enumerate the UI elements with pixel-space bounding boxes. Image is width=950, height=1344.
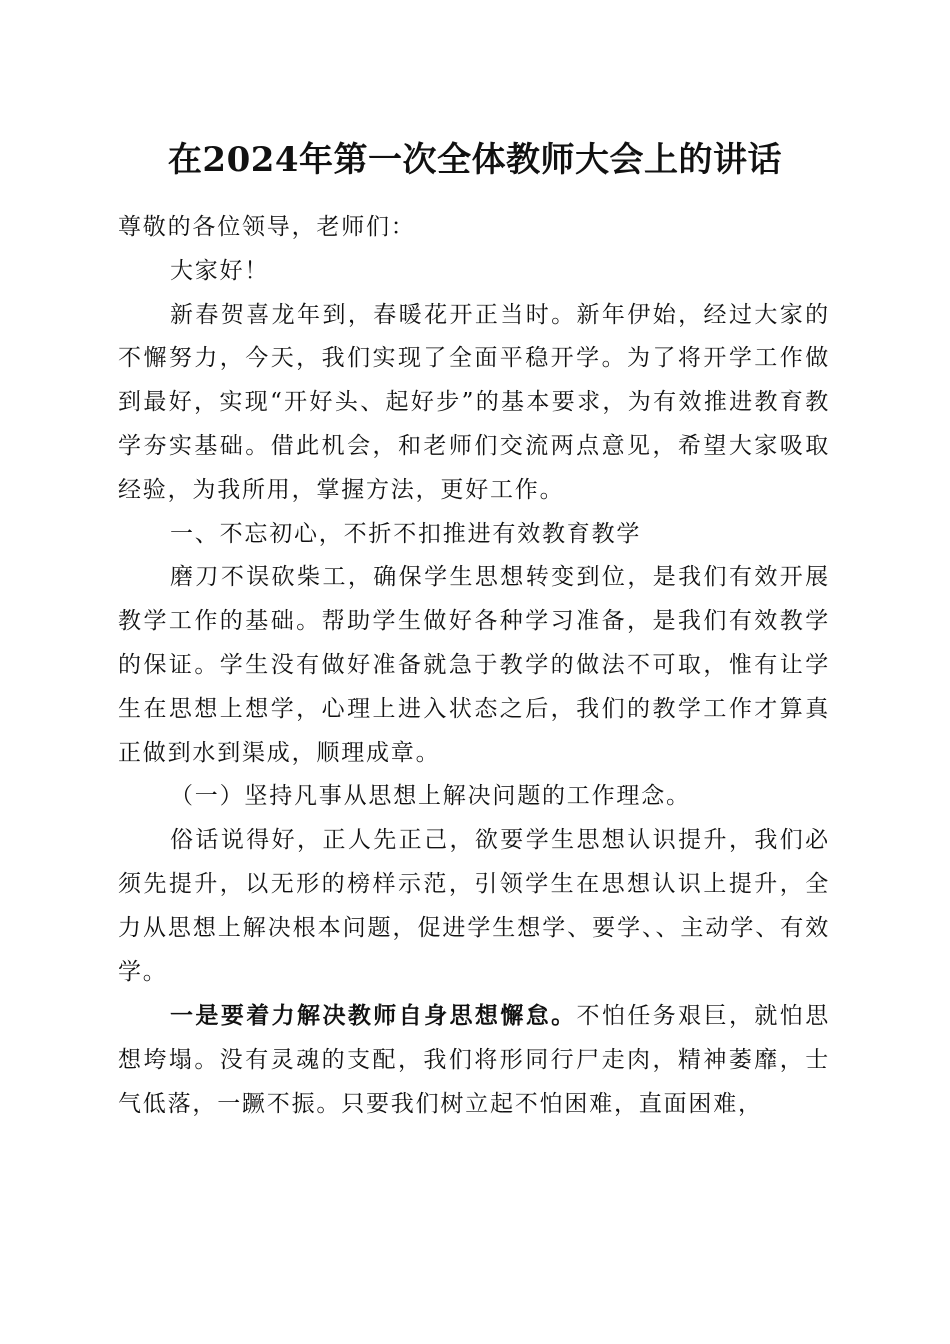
section-paragraph: 磨刀不误砍柴工，确保学生思想转变到位，是我们有效开展教学工作的基础。帮助学生做好各种学习准备，是我们有效教学的保证。学生没有做好准备就急于教学的做法不可取，惟有让学生在思想上想学，心理上进入状态之后，我们的教学工作才算真正做到水到渠成，顺理成章。 [118, 564, 830, 766]
point-paragraph [118, 994, 830, 1126]
point-text: 不怕任务艰巨，就怕思想垮塌。没有灵魂的支配，我们将形同行尸走肉，精神萎靡，士气低落，一蹶不振。只要我们树立起不怕困难，直面困难， [118, 1003, 830, 1117]
document-title: 在2024年第一次全体教师大会上的讲话 [167, 140, 783, 180]
subsection-paragraph: 俗话说得好，正人先正己，欲要学生思想认识提升，我们必须先提升，以无形的榜样示范，引领学生在思想认识上提升，全力从思想上解决根本问题，促进学生想学、要学、、主动学、有效学。 [118, 827, 830, 985]
salutation: 尊敬的各位领导，老师们： [118, 214, 416, 240]
intro-paragraph: 新春贺喜龙年到，春暖花开正当时。新年伊始，经过大家的不懈努力，今天，我们实现了全面平稳开学。为了将开学工作做到最好，实现“开好头、起好步”的基本要求，为有效推进教育教学夯实基础。借此机会，和老师们交流两点意见，希望大家吸取经验，为我所用，掌握方法，更好工作。 [118, 301, 830, 503]
greeting: 大家好！ [170, 257, 270, 284]
document-body [118, 206, 830, 1127]
point-lead: 一是要着力解决教师自身思想懈怠。 [170, 1002, 577, 1030]
subsection-heading: （一）坚持凡事从思想上解决问题的工作理念。 [170, 783, 691, 810]
section-heading: 一、不忘初心，不折不扣推进有效教育教学 [170, 520, 642, 547]
